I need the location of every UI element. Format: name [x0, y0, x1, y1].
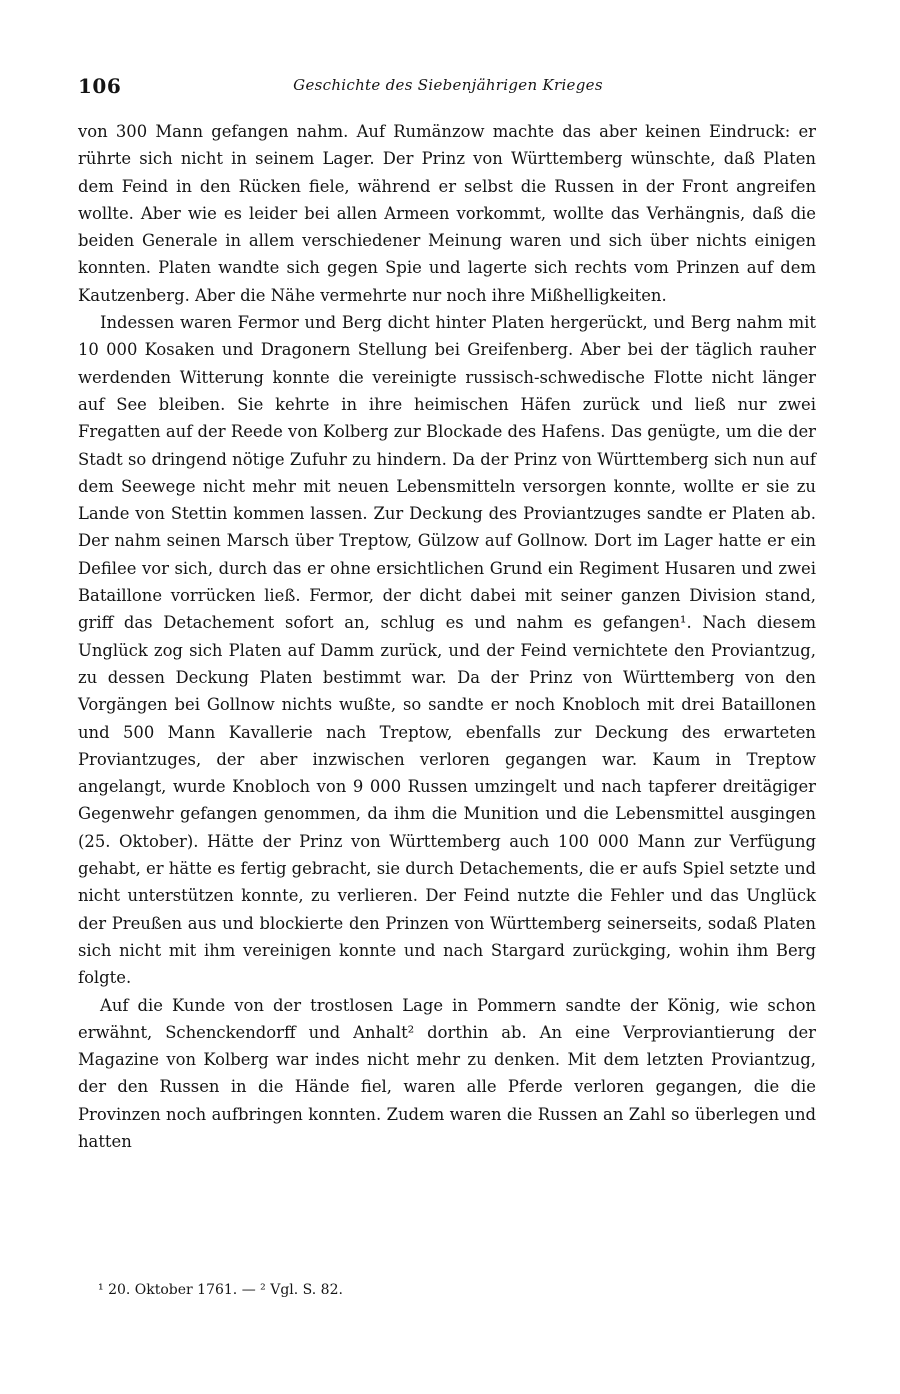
page-number: 106: [78, 74, 122, 98]
paragraph-1: von 300 Mann gefangen nahm. Auf Rumänzow machte das aber keinen Eindruck: er rührte sich nicht in seinem Lager. Der Prinz von Württemberg wünschte, daß Platen dem Feind in den Rücken fiele, während er selbst die Russen in der Front angreifen wollte. Aber wie es leider bei allen Armeen vorkommt, wollte das Verhängnis, daß die beiden Generale in allem verschiedener Meinung waren und sich über nichts einigen konnten. Platen wandte sich gegen Spie und lagerte sich rechts vom Prinzen auf dem Kautzenberg. Aber die Nähe vermehrte nur noch ihre Mißhelligkeiten.: [78, 122, 816, 305]
paragraph-2: Indessen waren Fermor und Berg dicht hinter Platen hergerückt, und Berg nahm mit 10 000 Kosaken und Dragonern Stellung bei Greifenberg. Aber bei der täglich rauher werdenden Witterung konnte die vereinigte russisch-schwedische Flotte nicht länger auf See bleiben. Sie kehrte in ihre heimischen Häfen zurück und ließ nur zwei Fregatten auf der Reede von Kolberg zur Blockade des Hafens. Das genügte, um die der Stadt so dringend nötige Zufuhr zu hindern. Da der Prinz von Württemberg sich nun auf dem Seewege nicht mehr mit neuen Lebensmitteln versorgen konnte, wollte er sie zu Lande von Stettin kommen lassen. Zur Deckung des Proviantzuges sandte er Platen ab. Der nahm seinen Marsch über Treptow, Gülzow auf Gollnow. Dort im Lager hatte er ein Defilee vor sich, durch das er ohne ersichtlichen Grund ein Regiment Husaren und zwei Bataillone vorrücken ließ. Fermor, der dicht dabei mit seiner ganzen Division stand, griff das Detachement sofort an, schlug es und nahm es gefangen¹. Nach diesem Unglück zog sich Platen auf Damm zurück, und der Feind vernichtete den Proviantzug, zu dessen Deckung Platen bestimmt war. Da der Prinz von Württemberg von den Vorgängen bei Gollnow nichts wußte, so sandte er noch Knobloch mit drei Bataillonen und 500 Mann Kavallerie nach Treptow, ebenfalls zur Deckung des erwarteten Proviantzuges, der aber inzwischen verloren gegangen war. Kaum in Treptow angelangt, wurde Knobloch von 9 000 Russen umzingelt und nach tapferer dreitägiger Gegenwehr gefangen genommen, da ihm die Munition und die Lebensmittel ausgingen (25. Oktober). Hätte der Prinz von Württemberg auch 100 000 Mann zur Verfügung gehabt, er hätte es fertig gebracht, sie durch Detachements, die er aufs Spiel setzte und nicht unterstützen konnte, zu verlieren. Der Feind nutzte die Fehler und das Unglück der Preußen aus und blockierte den Prinzen von Württemberg seinerseits, sodaß Platen sich nicht mit ihm vereinigen konnte und nach Stargard zurückging, wohin ihm Berg folgte.: [78, 313, 816, 988]
body-text: [78, 118, 816, 1155]
page-header: [78, 74, 818, 102]
running-title: Geschichte des Siebenjährigen Krieges: [293, 76, 603, 94]
footnote: ¹ 20. Oktober 1761. — ² Vgl. S. 82.: [98, 1282, 343, 1298]
paragraph-3: Auf die Kunde von der trostlosen Lage in Pommern sandte der König, wie schon erwähnt, Schenckendorff und Anhalt² dorthin ab. An eine Verproviantierung der Magazine von Kolberg war indes nicht mehr zu denken. Mit dem letzten Proviantzug, der den Russen in die Hände fiel, waren alle Pferde verloren gegangen, die die Provinzen noch aufbringen konnten. Zudem waren die Russen an Zahl so überlegen und hatten: [78, 995, 816, 1151]
